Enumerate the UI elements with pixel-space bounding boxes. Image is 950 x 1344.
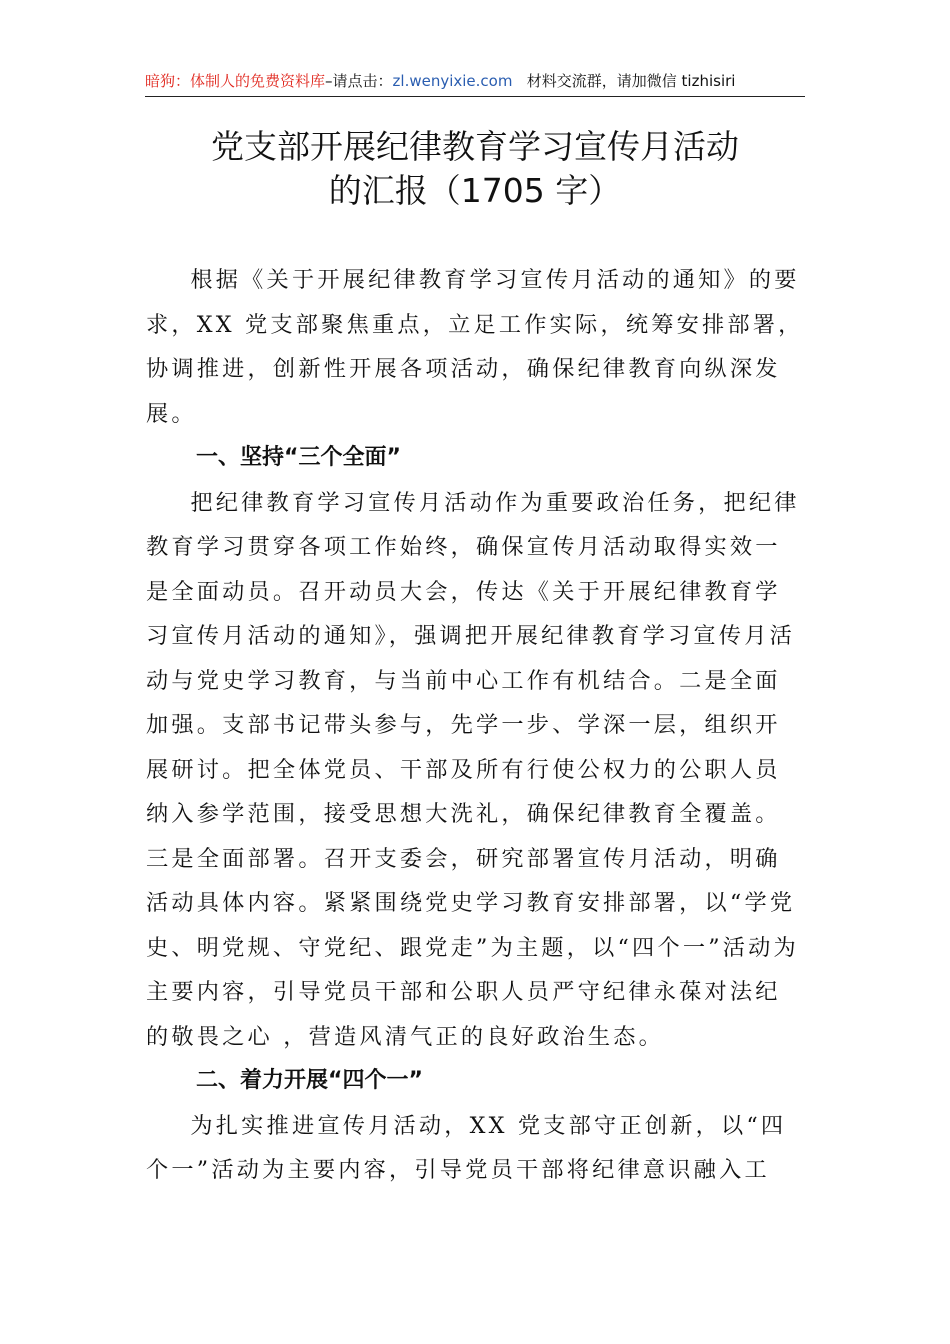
section-2-heading: 二、着力开展“四个一” xyxy=(196,1068,423,1093)
intro-paragraph: 根据《关于开展纪律教育学习宣传月活动的通知》的要求，XX 党支部聚焦重点，立足工作实际，统筹安排部署，协调推进，创新性开展各项活动，确保纪律教育向纵深发展。 xyxy=(146,267,804,427)
header-site-name: 暗狗：体制人的免费资料库 xyxy=(145,72,326,90)
header-url-link[interactable]: zl.wenyixie.com xyxy=(392,72,513,90)
header-wechat-note: 材料交流群，请加微信 tizhisiri xyxy=(526,72,736,90)
section-2-paragraph: 为扎实推进宣传月活动，XX 党支部守正创新，以“四个一”活动为主要内容，引导党员干部将纪律意识融入工 xyxy=(146,1112,787,1183)
document-body xyxy=(146,258,806,1193)
header-click-prompt: –请点击： xyxy=(325,72,393,90)
title-line-2: 的汇报（1705 字） xyxy=(328,171,622,210)
section-1-heading: 一、坚持“三个全面” xyxy=(196,445,401,470)
document-title xyxy=(0,125,950,213)
page-header xyxy=(145,68,805,97)
section-1-paragraph: 把纪律教育学习宣传月活动作为重要政治任务，把纪律教育学习贯穿各项工作始终，确保宣传月活动取得实效一是全面动员。召开动员大会，传达《关于开展纪律教育学习宣传月活动的通知》，强调把开展纪律教育学习宣传月活动与党史学习教育，与当前中心工作有机结合。二是全面加强。支部书记带头参与，先学一步、学深一层，组织开展研讨。把全体党员、干部及所有行使公权力的公职人员纳入参学范围，接受思想大洗礼，确保纪律教育全覆盖。三是全面部署。召开支委会，研究部署宣传月活动，明确活动具体内容。紧紧围绕党史学习教育安排部署，以“学党史、明党规、守党纪、跟党走”为主题，以“四个一”活动为主要内容，引导党员干部和公职人员严守纪律永葆对法纪的敬畏之心 ，营造风清气正的良好政治生态。 xyxy=(146,489,800,1050)
title-line-1: 党支部开展纪律教育学习宣传月活动 xyxy=(211,127,739,166)
